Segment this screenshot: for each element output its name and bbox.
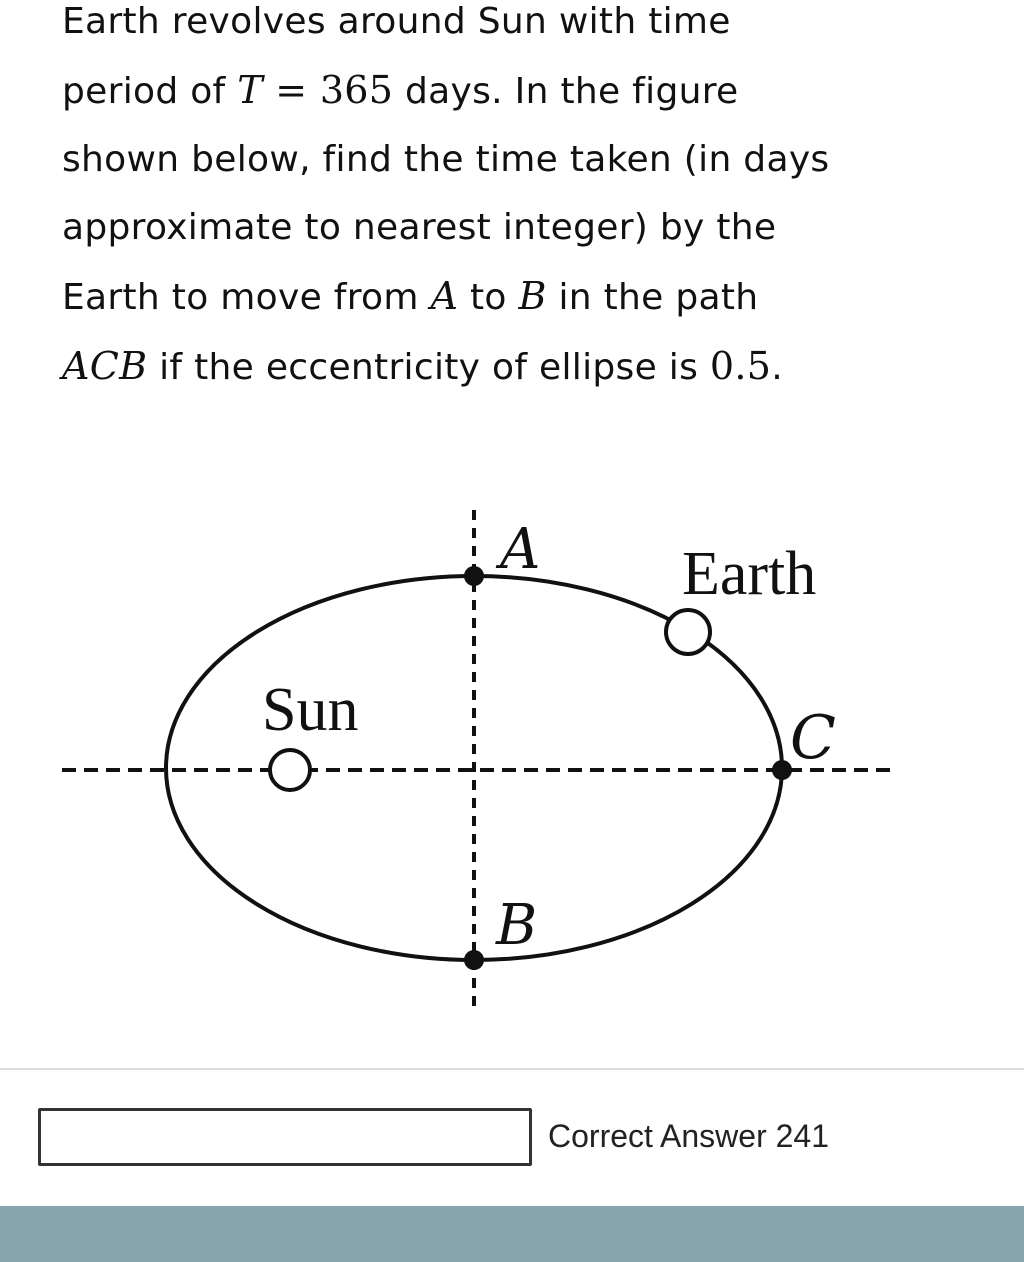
math-eccentricity-value: 0.5 [709,344,772,388]
question-text [62,0,962,402]
label-C: C [790,703,836,773]
label-B: B [496,893,538,958]
point-B [464,950,484,970]
label-sun: Sun [262,676,359,744]
label-earth: Earth [682,540,817,608]
math-B: B [518,274,547,318]
question-line-6-mid: if the eccentricity of ellipse is [147,347,710,388]
section-divider [0,1068,1024,1070]
question-line-5-mid: to [458,277,519,318]
question-line-2 [62,56,962,126]
question-line-5 [62,262,962,332]
footer-bar [0,1206,1024,1262]
answer-input[interactable] [38,1108,532,1166]
point-C [772,760,792,780]
correct-answer-text: Correct Answer 241 [548,1118,830,1154]
question-line-5-pre: Earth to move from [62,277,431,318]
orbit-diagram [0,490,1024,1030]
label-A: A [500,517,541,582]
math-equals-365: = 365 [262,68,394,112]
question-line-6 [62,332,962,402]
question-line-4: approximate to nearest integer) by the [62,207,777,248]
question-line-1: Earth revolves around Sun with time [62,1,731,42]
question-line-2-pre: period of [62,71,238,112]
math-ACB: ACB [62,344,148,388]
earth-marker [666,610,710,654]
question-line-6-end: . [771,347,783,388]
question-line-3: shown below, find the time taken (in days [62,139,830,180]
math-A: A [430,274,459,318]
question-line-5-post: in the path [546,277,759,318]
sun-marker [270,750,310,790]
question-line-2-post: days. In the figure [393,71,739,112]
math-T: T [237,68,263,112]
point-A [464,566,484,586]
